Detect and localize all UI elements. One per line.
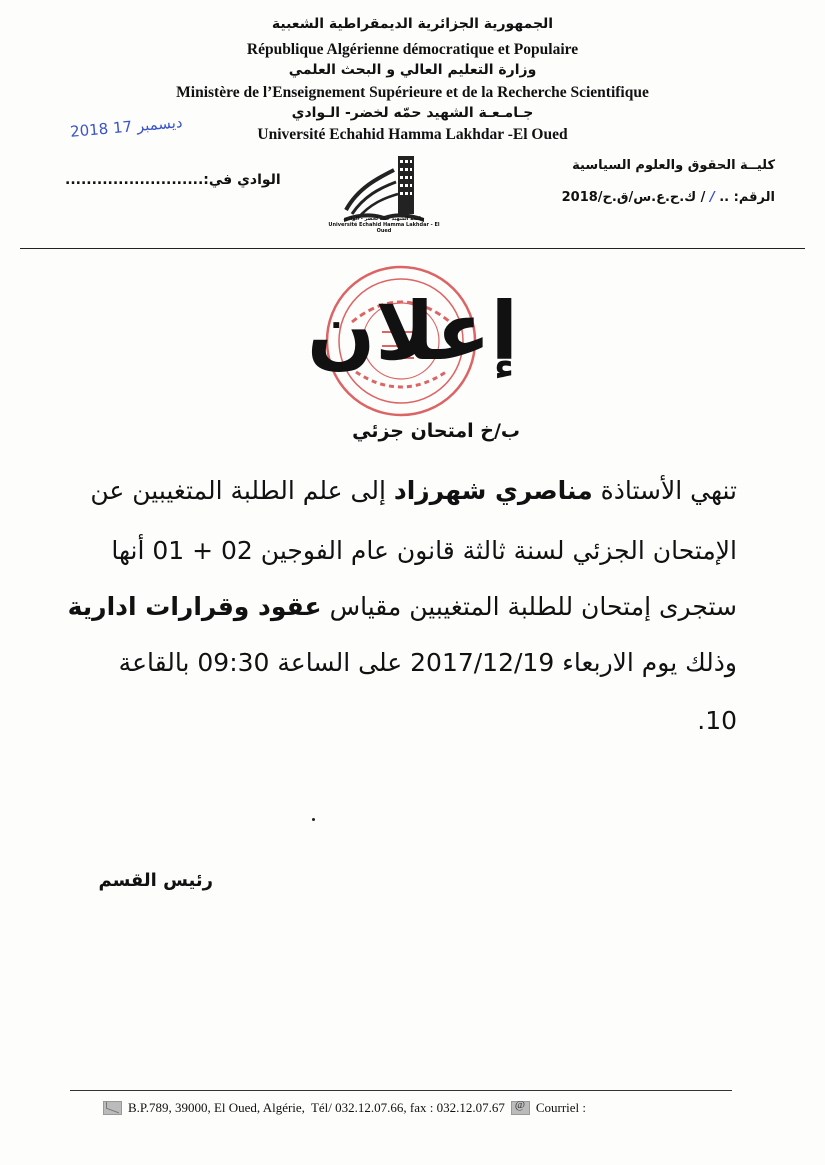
header-university-fr: Université Echahid Hamma Lakhdar -El Oued <box>257 126 568 143</box>
signature-department-head: رئيس القسم <box>98 870 213 891</box>
footer-divider <box>70 1090 732 1091</box>
header-university-ar: جـامـعـة الشهيد حمّه لخضر- الـوادي <box>291 105 534 121</box>
place-date <box>65 172 281 188</box>
logo-caption-fr: Université Echahid Hamma Lakhdar - El Oued <box>328 222 440 234</box>
body-line-5: 10. <box>697 706 737 735</box>
body-line-1 <box>90 476 737 505</box>
header-republic-ar: الجمهورية الجزائرية الديمقراطية الشعبية <box>271 16 554 32</box>
logo-caption <box>328 216 440 234</box>
received-day: 17 <box>112 117 133 138</box>
subject-name: عقود وقرارات ادارية <box>67 592 322 621</box>
footer-contact <box>103 1100 586 1116</box>
logo-caption-ar: جامعة الشهيد حمّه لخضر - الوادي <box>343 216 425 222</box>
reference-label: الرقم: <box>733 190 775 205</box>
reference-handwritten: / <box>709 190 715 205</box>
header-divider <box>20 248 805 249</box>
place-date-dots: .......................... <box>65 172 204 188</box>
body-line-3 <box>68 592 737 621</box>
professor-name: مناصري شهرزاد <box>393 476 593 505</box>
footer-email-label: Courriel : <box>535 1100 587 1115</box>
stray-dot <box>312 818 315 821</box>
body-line-1-end: إلى علم الطلبة المتغيبين عن <box>90 476 394 505</box>
header-ministry-fr: Ministère de l’Enseignement Supérieure et de la Recherche Scientifique <box>176 84 649 101</box>
body-line-4: وذلك يوم الاربعاء 2017/12/19 على الساعة 09:30 بالقاعة <box>118 648 737 677</box>
announcement-subtitle: ب/خ امتحان جزئي <box>352 420 520 442</box>
email-icon <box>511 1101 530 1115</box>
footer-phone-fax: Tél/ 032.12.07.66, fax : 032.12.07.67 <box>310 1100 505 1115</box>
body-line-1-start: تنهي الأستاذة <box>592 476 737 505</box>
body-line-2: الإمتحان الجزئي لسنة ثالثة قانون عام الفوجين 02 + 01 أنها <box>111 536 737 565</box>
reference-number <box>562 190 775 205</box>
faculty-name: كليــة الحقوق والعلوم السياسية <box>572 158 775 173</box>
envelope-icon <box>103 1101 122 1115</box>
reference-code: / ك.ح.ع.س/ق.ح/2018 <box>561 190 706 205</box>
header-republic-fr: République Algérienne démocratique et Populaire <box>246 41 579 58</box>
announcement-title: إعلان <box>306 285 519 378</box>
header-ministry-ar: وزارة التعليم العالي و البحث العلمي <box>288 62 537 78</box>
footer-address: B.P.789, 39000, El Oued, Algérie, <box>128 1100 305 1115</box>
reference-dots: .. <box>719 190 730 205</box>
place-date-label: الوادي في: <box>203 172 281 188</box>
received-year: 2018 <box>69 119 110 141</box>
body-line-3-start: ستجرى إمتحان للطلبة المتغيبين مقياس <box>321 592 737 621</box>
received-month: ديسمبر <box>136 113 184 136</box>
